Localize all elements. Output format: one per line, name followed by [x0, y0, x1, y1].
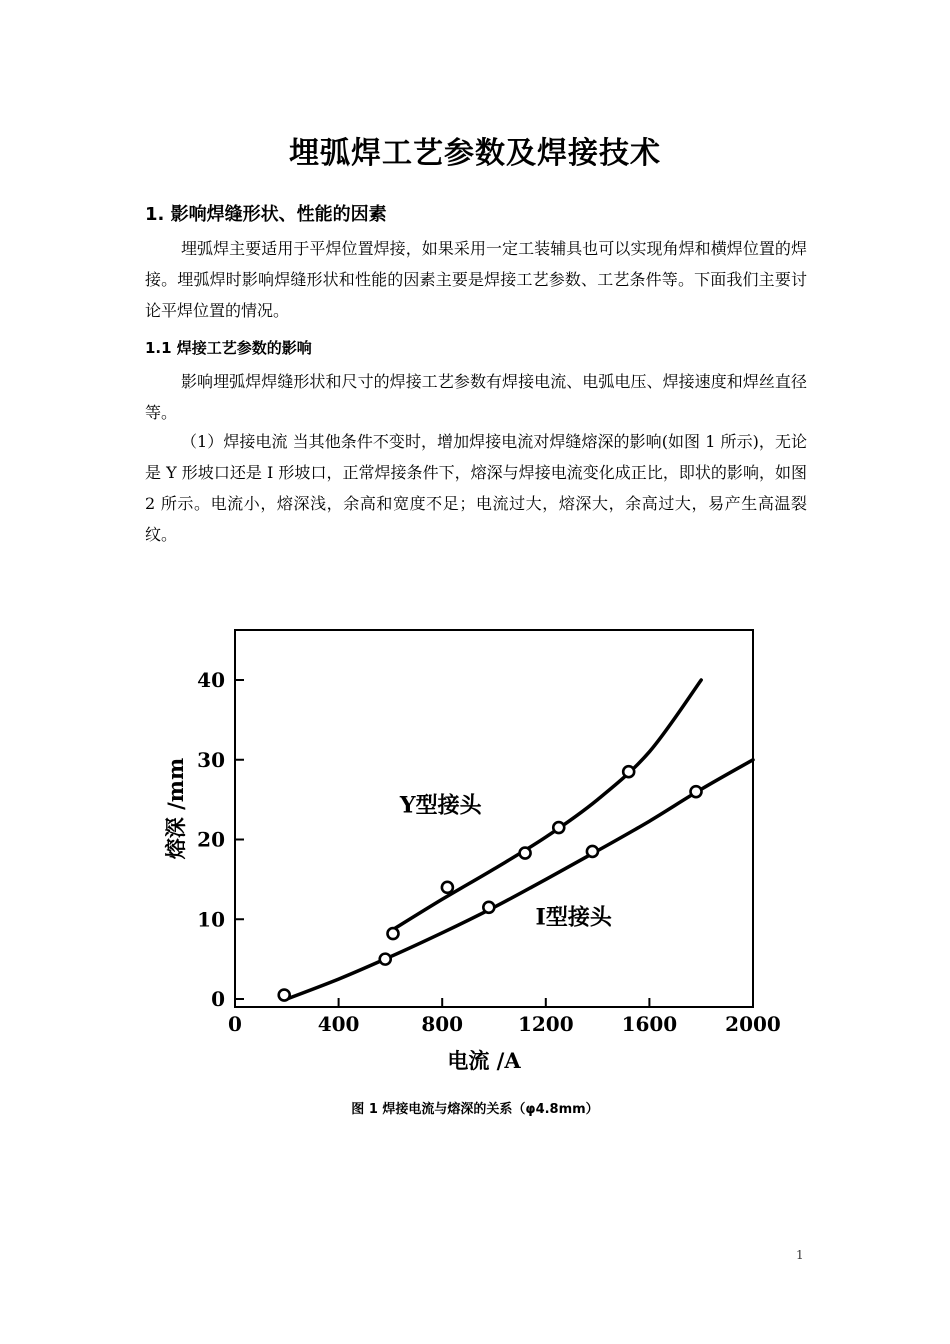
x-axis-label: 电流 /A — [447, 1048, 521, 1073]
x-tick-label: 400 — [317, 1012, 360, 1036]
current-depth-chart — [155, 610, 795, 1080]
paragraph-1: 埋弧焊主要适用于平焊位置焊接，如果采用一定工装辅具也可以实现角焊和横焊位置的焊接。埋弧焊时影响焊缝形状和性能的因素主要是焊接工艺参数、工艺条件等。下面我们主要讨论平焊位置的情况。 — [145, 239, 807, 320]
series-line-i — [287, 760, 753, 999]
x-tick-label: 800 — [421, 1012, 464, 1036]
y-tick-label: 0 — [211, 987, 225, 1011]
data-point — [483, 902, 494, 913]
data-point — [587, 846, 598, 857]
data-point — [623, 766, 634, 777]
data-point — [387, 928, 398, 939]
x-tick-label: 1200 — [517, 1012, 574, 1036]
y-tick-label: 10 — [197, 907, 225, 932]
section-heading-1: 1. 影响焊缝形状、性能的因素 — [145, 204, 387, 225]
page-number: 1 — [796, 1248, 804, 1262]
section-heading-1-1: 1.1 焊接工艺参数的影响 — [145, 339, 312, 357]
y-tick-label: 20 — [197, 827, 225, 852]
x-tick-label: 1600 — [621, 1012, 678, 1036]
y-tick-label: 40 — [197, 668, 225, 692]
page-title: 埋弧焊工艺参数及焊接技术 — [289, 136, 661, 171]
data-point — [442, 882, 453, 893]
data-point — [691, 786, 702, 797]
figure-1 — [155, 610, 795, 1080]
data-point — [520, 848, 531, 859]
y-axis-label: 熔深 /mm — [163, 757, 188, 860]
data-point — [553, 822, 564, 833]
series-label: Y型接头 — [399, 792, 482, 819]
x-tick-label: 2000 — [725, 1012, 781, 1036]
data-point — [380, 954, 391, 965]
y-tick-label: 30 — [197, 747, 225, 772]
x-tick-label: 0 — [228, 1012, 242, 1036]
series-label: I型接头 — [535, 904, 612, 931]
paragraph-3: （1）焊接电流 当其他条件不变时，增加焊接电流对焊缝熔深的影响(如图 1 所示)，无论是 Y 形坡口还是 I 形坡口，正常焊接条件下，熔深与焊接电流变化成正比，即状的影响，如图 2 所示。电流小，熔深浅，余高和宽度不足；电流过大，熔深大，余高过大，易产生高温裂纹。 — [145, 432, 807, 544]
figure-caption: 图 1 焊接电流与熔深的关系（φ4.8mm） — [351, 1102, 599, 1117]
paragraph-2: 影响埋弧焊焊缝形状和尺寸的焊接工艺参数有焊接电流、电弧电压、焊接速度和焊丝直径等。 — [145, 372, 807, 422]
plot-frame — [235, 630, 753, 1007]
data-point — [279, 990, 290, 1001]
